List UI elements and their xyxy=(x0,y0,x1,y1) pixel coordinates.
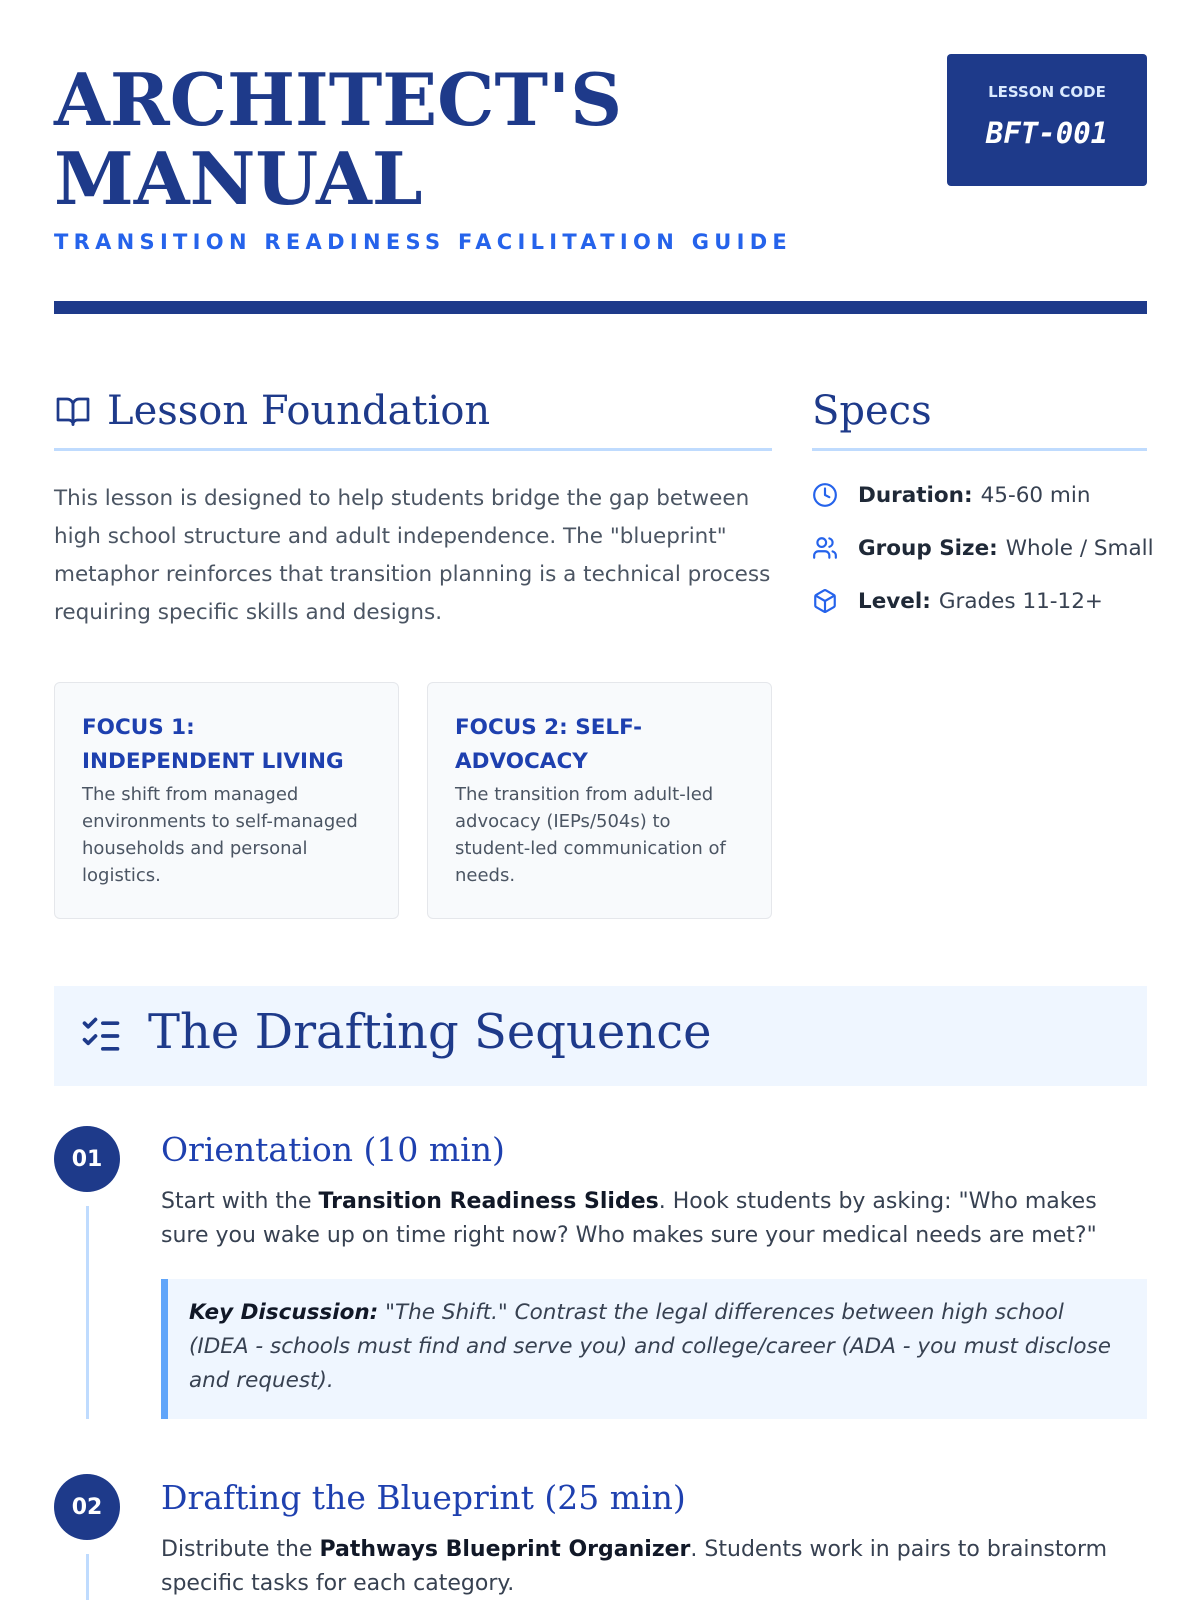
step-connector-line xyxy=(86,1554,89,1600)
resource-name: Transition Readiness Slides xyxy=(318,1189,659,1214)
lesson-intro-paragraph: This lesson is designed to help students bridge the gap between high school structure and adult independence. The "blueprint" metaphor reinforces that transition planning is a technical process requiring specific skills and designs. xyxy=(54,486,771,625)
spec-group-size-label: Group Size: xyxy=(858,535,998,561)
lesson-code-label: LESSON CODE xyxy=(988,83,1106,101)
page-title xyxy=(54,57,814,221)
specs-title: Specs xyxy=(812,388,932,434)
lesson-code-value: BFT-001 xyxy=(985,116,1109,150)
focus-card-self-advocacy xyxy=(427,682,772,919)
book-open-icon xyxy=(54,393,92,429)
spec-group-size-value: Whole / Small xyxy=(1005,535,1154,561)
spec-level-value: Grades 11-12+ xyxy=(938,588,1103,614)
focus-card-title: FOCUS 1: INDEPENDENT LIVING xyxy=(82,715,344,774)
resource-name: Pathways Blueprint Organizer xyxy=(319,1537,691,1562)
step-title-orientation: Orientation (10 min) xyxy=(161,1130,505,1169)
drafting-sequence-banner xyxy=(54,986,1147,1086)
specs-heading xyxy=(812,383,1147,451)
focus-card-independent-living xyxy=(54,682,399,919)
spec-duration-label: Duration: xyxy=(858,482,973,508)
lesson-code-badge xyxy=(947,54,1147,186)
title-line-2: MANUAL xyxy=(54,136,423,221)
step-title-drafting-blueprint: Drafting the Blueprint (25 min) xyxy=(161,1478,686,1517)
spec-group-size xyxy=(812,533,1154,563)
focus-card-body: The transition from adult-led advocacy (IEPs/504s) to student-led communication of needs. xyxy=(455,784,726,886)
lesson-guide-page xyxy=(54,0,1154,1600)
step-connector-line xyxy=(86,1206,89,1419)
focus-card-title: FOCUS 2: SELF-ADVOCACY xyxy=(455,715,643,774)
focus-card-body: The shift from managed environments to self-managed households and personal logistics. xyxy=(82,784,358,886)
step-number-badge: 02 xyxy=(54,1474,120,1540)
list-checks-icon xyxy=(78,1014,124,1058)
clock-icon xyxy=(812,482,838,508)
header-divider xyxy=(54,301,1147,314)
spec-duration xyxy=(812,480,1090,510)
box-icon xyxy=(812,588,838,614)
page-subtitle: TRANSITION READINESS FACILITATION GUIDE xyxy=(54,230,793,254)
drafting-sequence-title: The Drafting Sequence xyxy=(148,1004,712,1060)
step-description: Start with the Transition Readiness Slides. Hook students by asking: "Who makes sure you wake up on time right now? Who makes sure your medical needs are met?" xyxy=(161,1189,1097,1248)
key-discussion-callout xyxy=(161,1279,1147,1419)
users-icon xyxy=(812,535,838,561)
step-description: Distribute the Pathways Blueprint Organizer. Students work in pairs to brainstorm specific tasks for each category. xyxy=(161,1537,1108,1596)
lesson-foundation-title: Lesson Foundation xyxy=(107,388,491,434)
spec-duration-value: 45-60 min xyxy=(980,482,1091,508)
step-number-badge: 01 xyxy=(54,1126,120,1192)
spec-level-label: Level: xyxy=(858,588,931,614)
title-line-1: ARCHITECT'S xyxy=(54,57,623,142)
spec-level xyxy=(812,586,1103,616)
callout-text: "The Shift." Contrast the legal differences between high school (IDEA - schools must find and serve you) and college/career (ADA - you must disclose and request). xyxy=(189,1300,1111,1393)
callout-label: Key Discussion: xyxy=(189,1300,379,1325)
lesson-foundation-heading xyxy=(54,383,772,451)
